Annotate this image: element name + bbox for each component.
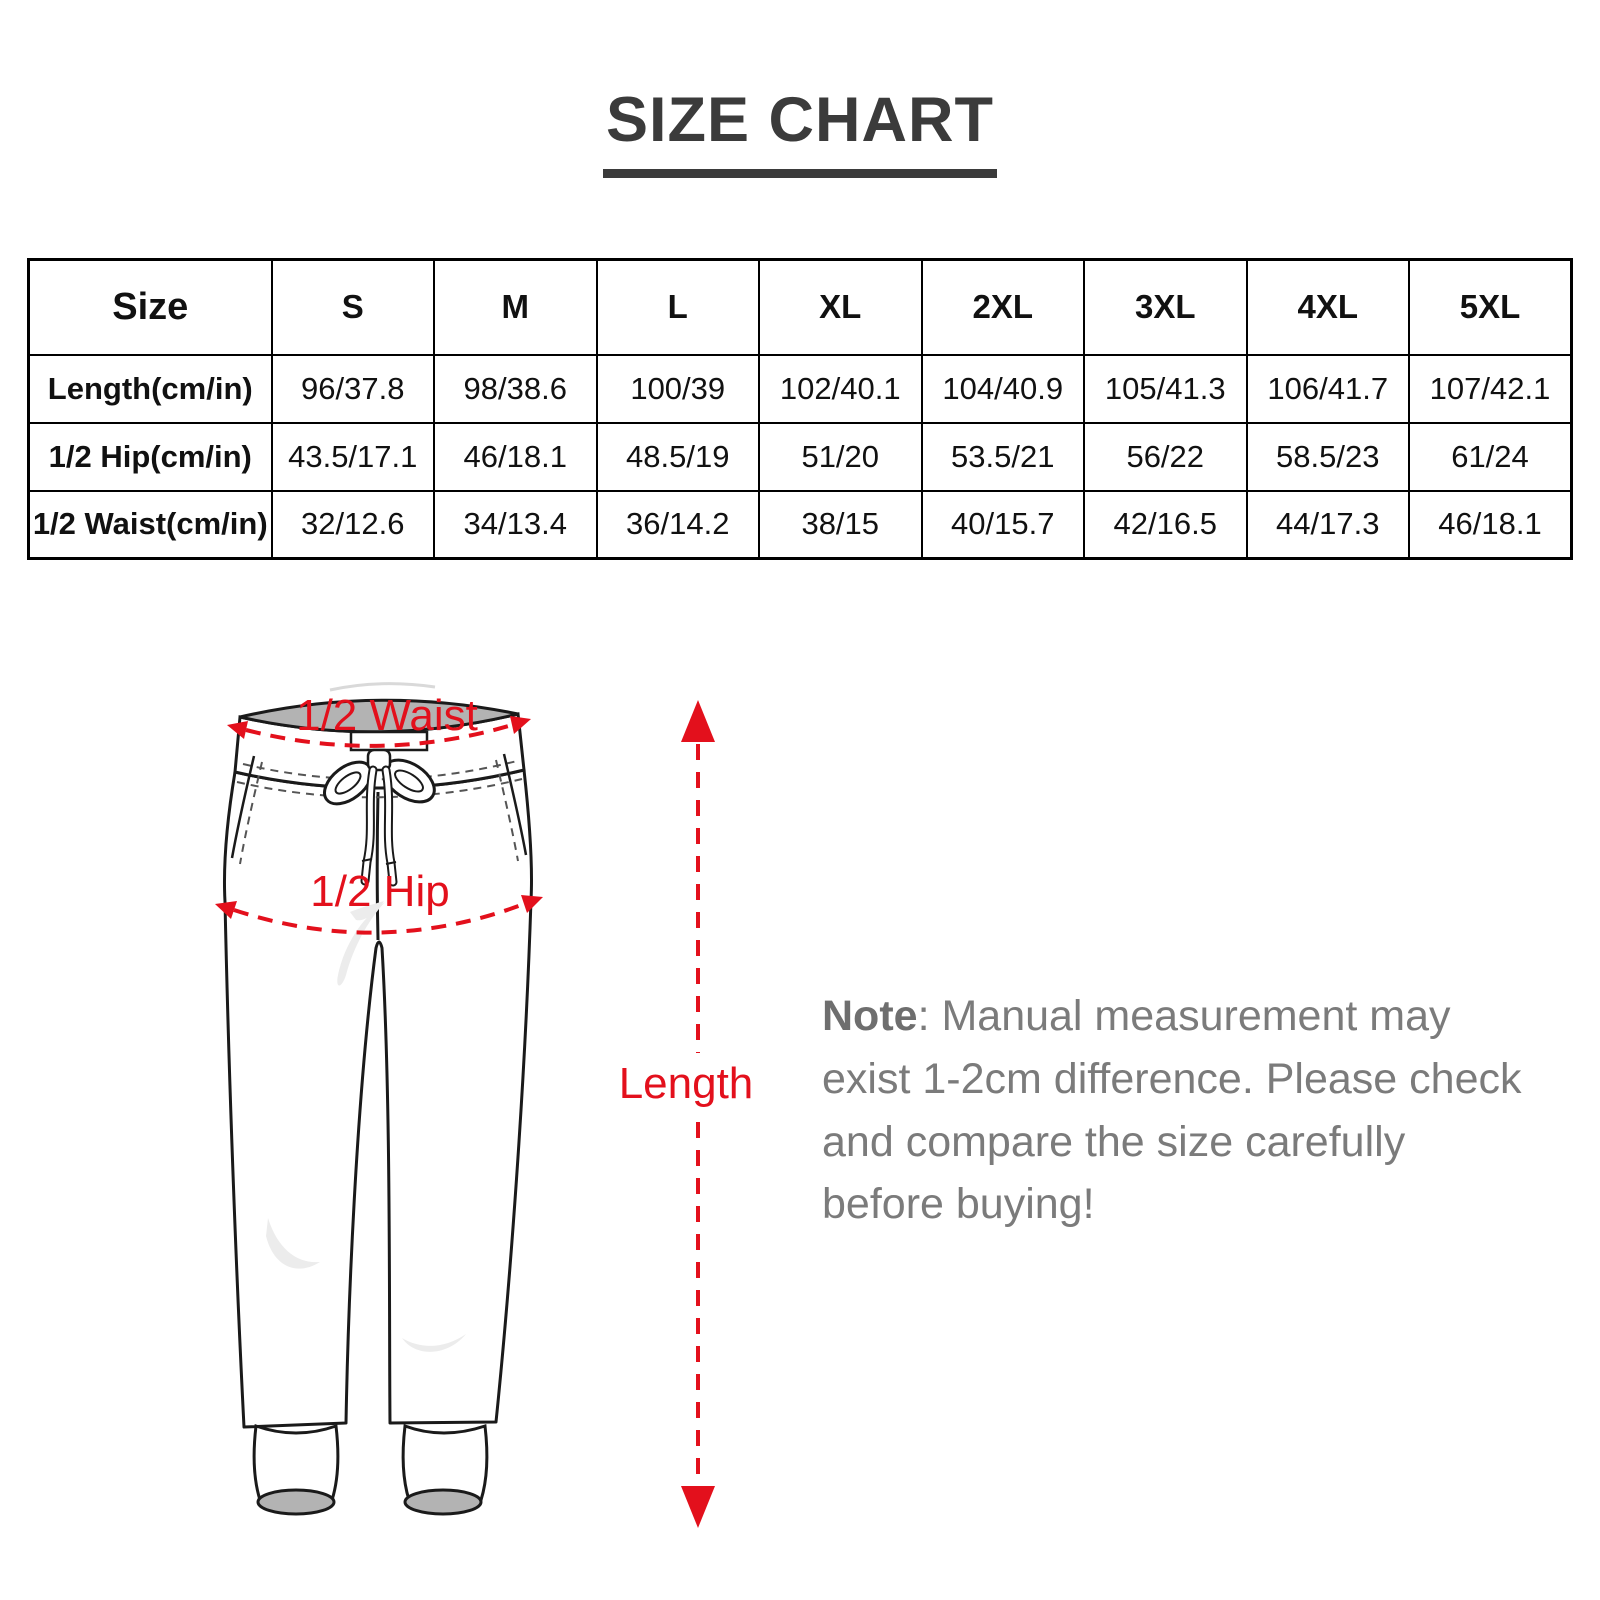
- col-header-2xl: 2XL: [922, 260, 1085, 355]
- table-cell: 38/15: [759, 491, 922, 559]
- col-header-xl: XL: [759, 260, 922, 355]
- right-cuff: [403, 1426, 487, 1514]
- table-row-length: [29, 355, 1572, 423]
- table-corner-label: Size: [29, 260, 272, 355]
- table-cell: 44/17.3: [1247, 491, 1410, 559]
- row-label-hip: 1/2 Hip(cm/in): [29, 423, 272, 491]
- length-measure-label: Length: [618, 1059, 754, 1108]
- col-header-m: M: [434, 260, 597, 355]
- table-cell: 46/18.1: [434, 423, 597, 491]
- left-cuff: [254, 1426, 338, 1514]
- table-cell: 98/38.6: [434, 355, 597, 423]
- table-cell: 48.5/19: [597, 423, 760, 491]
- length-arrow-down: [681, 1486, 715, 1528]
- table-row-hip: [29, 423, 1572, 491]
- table-cell: 104/40.9: [922, 355, 1085, 423]
- table-cell: 51/20: [759, 423, 922, 491]
- table-cell: 106/41.7: [1247, 355, 1410, 423]
- row-label-waist: 1/2 Waist(cm/in): [29, 491, 272, 559]
- table-row-waist: [29, 491, 1572, 559]
- col-header-l: L: [597, 260, 760, 355]
- left-cuff-opening: [258, 1490, 334, 1514]
- table-cell: 56/22: [1084, 423, 1247, 491]
- table-cell: 102/40.1: [759, 355, 922, 423]
- size-chart-table: [27, 258, 1573, 560]
- back-waistband-hint: [330, 684, 435, 690]
- waist-measure-label: 1/2 Waist: [296, 691, 478, 740]
- center-seam: [377, 792, 378, 940]
- table-cell: 32/12.6: [272, 491, 435, 559]
- table-cell: 40/15.7: [922, 491, 1085, 559]
- col-header-5xl: 5XL: [1409, 260, 1572, 355]
- pants-measurement-diagram: [180, 670, 780, 1570]
- page-title: SIZE CHART: [603, 84, 997, 178]
- col-header-4xl: 4XL: [1247, 260, 1410, 355]
- measurement-note: [822, 985, 1528, 1236]
- col-header-3xl: 3XL: [1084, 260, 1247, 355]
- table-header-row: [29, 260, 1572, 355]
- table-cell: 107/42.1: [1409, 355, 1572, 423]
- table-cell: 43.5/17.1: [272, 423, 435, 491]
- table-cell: 42/16.5: [1084, 491, 1247, 559]
- table-cell: 34/13.4: [434, 491, 597, 559]
- length-measure: [619, 700, 754, 1528]
- length-arrow-up: [681, 700, 715, 742]
- note-prefix: Note: [822, 992, 918, 1040]
- note-body: : Manual measurement may exist 1-2cm difference. Please check and compare the size carefully before buying!: [822, 992, 1522, 1229]
- table-cell: 58.5/23: [1247, 423, 1410, 491]
- hip-measure-label: 1/2 Hip: [310, 867, 450, 916]
- table-cell: 53.5/21: [922, 423, 1085, 491]
- table-cell: 96/37.8: [272, 355, 435, 423]
- table-cell: 100/39: [597, 355, 760, 423]
- table-cell: 46/18.1: [1409, 491, 1572, 559]
- right-cuff-opening: [405, 1490, 481, 1514]
- row-label-length: Length(cm/in): [29, 355, 272, 423]
- table-cell: 36/14.2: [597, 491, 760, 559]
- table-cell: 105/41.3: [1084, 355, 1247, 423]
- col-header-s: S: [272, 260, 435, 355]
- page-title-wrap: [0, 84, 1600, 178]
- table-cell: 61/24: [1409, 423, 1572, 491]
